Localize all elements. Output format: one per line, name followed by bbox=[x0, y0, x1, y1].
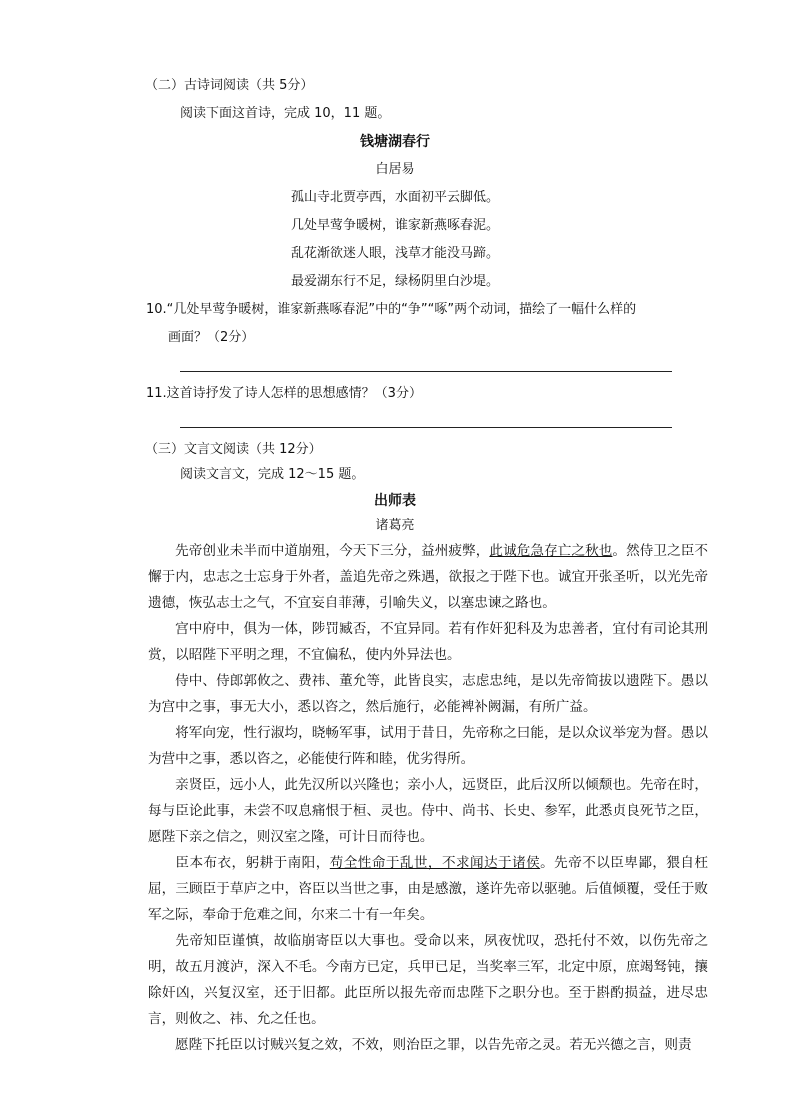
passage-paragraph-1 bbox=[148, 538, 708, 616]
passage-paragraph-7 bbox=[148, 928, 708, 1032]
passage-paragraph-5 bbox=[148, 772, 708, 850]
p8-text: 愿陛下托臣以讨贼兴复之效，不效，则治臣之罪，以告先帝之灵。若无兴德之言，则责 bbox=[175, 1037, 692, 1053]
passage-author: 诸葛亮 bbox=[375, 518, 415, 533]
p1-text-cont: 。然侍卫之臣不懈于内，忠志之士忘身于外者，盖追先帝之殊遇，欲报之于陛下也。诚宜开张圣听，以光先帝遗德，恢弘志士之气，不宜妄自菲薄，引喻失义，以塞忠谏之路也。 bbox=[148, 543, 708, 611]
passage-paragraph-8 bbox=[148, 1032, 708, 1058]
poem-line: 乱花渐欲迷人眼，浅草才能没马蹄。 bbox=[290, 246, 499, 261]
underlined-phrase: 苟全性命于乱世，不求闻达于诸侯 bbox=[329, 855, 541, 871]
poem-author: 白居易 bbox=[375, 162, 415, 177]
question-11: 11.这首诗抒发了诗人怎样的思想感情？（3分） bbox=[146, 386, 422, 401]
poem-line: 孤山寺北贾亭西，水面初平云脚低。 bbox=[290, 190, 499, 205]
p6-text: 臣本布衣，躬耕于南阳， bbox=[175, 855, 330, 871]
p1-text: 先帝创业未半而中道崩殂，今天下三分，益州疲弊， bbox=[175, 543, 490, 559]
answer-line-q10[interactable] bbox=[180, 371, 672, 372]
passage-title: 出师表 bbox=[374, 493, 416, 509]
poem-line: 最爱湖东行不足，绿杨阴里白沙堤。 bbox=[290, 274, 499, 289]
passage-paragraph-2 bbox=[148, 616, 708, 668]
p6-text-cont: 。先帝不以臣卑鄙，猥自枉屈，三顾臣于草庐之中，咨臣以当世之事，由是感激，遂许先帝以驱驰。后值倾覆，受任于败军之际，奉命于危难之间，尔来二十有一年矣。 bbox=[148, 855, 709, 923]
p5-text: 亲贤臣，远小人，此先汉所以兴隆也；亲小人，远贤臣，此后汉所以倾颓也。先帝在时，每与臣论此事，未尝不叹息痛恨于桓、灵也。侍中、尚书、长史、参军，此悉贞良死节之臣，愿陛下亲之信之，则汉室之隆，可计日而待也。 bbox=[148, 777, 708, 845]
question-10: 10.“几处早莺争暖树，谁家新燕啄春泥”中的“争”“啄”两个动词，描绘了一幅什么样的 bbox=[146, 302, 637, 317]
section3-heading: （三）文言文阅读（共 12分） bbox=[145, 442, 322, 457]
poem-title: 钱塘湖春行 bbox=[360, 134, 430, 150]
passage-paragraph-4 bbox=[148, 720, 708, 772]
section2-heading: （二）古诗词阅读（共 5分） bbox=[145, 78, 314, 93]
passage-paragraph-3 bbox=[148, 668, 708, 720]
p3-text: 侍中、侍郎郭攸之、费祎、董允等，此皆良实，志虑忠纯，是以先帝简拔以遗陛下。愚以为宫中之事，事无大小，悉以咨之，然后施行，必能裨补阙漏，有所广益。 bbox=[148, 673, 708, 715]
underlined-phrase: 此诚危急存亡之秋也 bbox=[489, 543, 613, 559]
section2-instruction: 阅读下面这首诗，完成 10，11 题。 bbox=[180, 106, 391, 121]
p7-text: 先帝知臣谨慎，故临崩寄臣以大事也。受命以来，夙夜忧叹，恐托付不效，以伤先帝之明，故五月渡泸，深入不毛。今南方已定，兵甲已足，当奖率三军，北定中原，庶竭驽钝，攘除奸凶，兴复汉室，还于旧都。此臣所以报先帝而忠陛下之职分也。至于斟酌损益，进尽忠言，则攸之、祎、允之任也。 bbox=[148, 933, 708, 1027]
section3-instruction: 阅读文言文，完成 12～15 题。 bbox=[180, 467, 365, 482]
p2-text: 宫中府中，俱为一体，陟罚臧否，不宜异同。若有作奸犯科及为忠善者，宜付有司论其刑赏，以昭陛下平明之理，不宜偏私，使内外异法也。 bbox=[148, 621, 708, 663]
passage-paragraph-6 bbox=[148, 850, 708, 928]
answer-line-q11[interactable] bbox=[180, 427, 672, 428]
question-10-cont: 画面？（2分） bbox=[168, 330, 255, 345]
p4-text: 将军向宠，性行淑均，晓畅军事，试用于昔日，先帝称之曰能，是以众议举宠为督。愚以为营中之事，悉以咨之，必能使行阵和睦，优劣得所。 bbox=[148, 725, 708, 767]
poem-line: 几处早莺争暖树，谁家新燕啄春泥。 bbox=[290, 218, 499, 233]
